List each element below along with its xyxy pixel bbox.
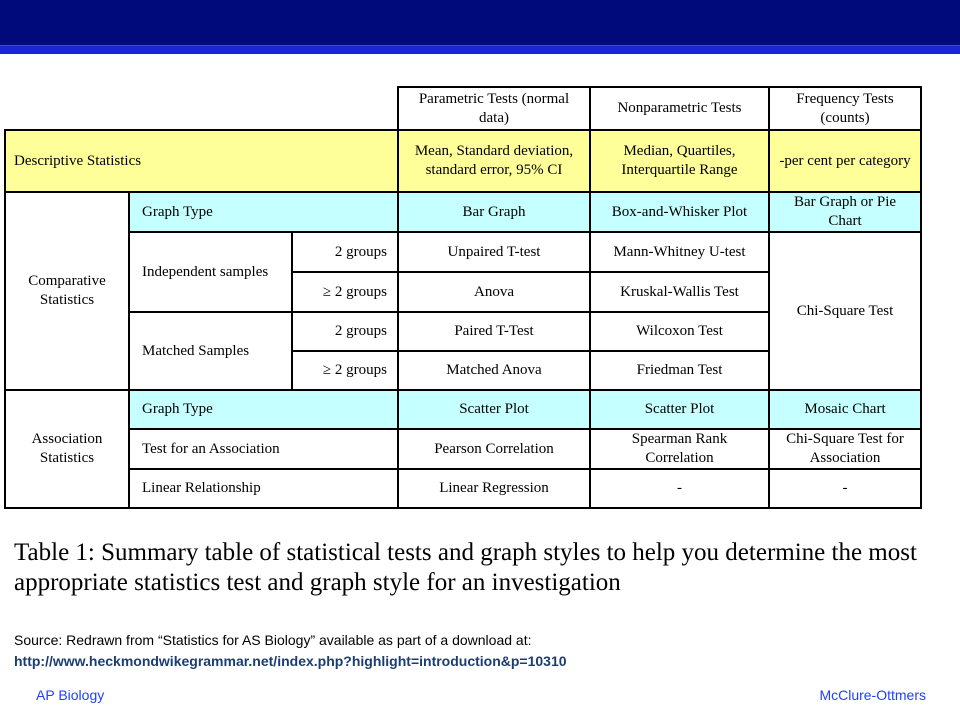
linear-label: Linear Relationship — [129, 469, 398, 508]
header-parametric: Parametric Tests (normal data) — [398, 87, 590, 130]
comparative-graph-parametric: Bar Graph — [398, 192, 590, 232]
comparative-graph-frequency: Bar Graph or Pie Chart — [769, 192, 921, 232]
header-nonparametric: Nonparametric Tests — [590, 87, 769, 130]
association-test-nonparametric: Spearman Rank Correlation — [590, 429, 769, 469]
independent-nonparametric-2: Kruskal-Wallis Test — [590, 272, 769, 312]
independent-label: Independent samples — [129, 232, 292, 312]
descriptive-row — [5, 130, 921, 192]
matched-nonparametric-1: Wilcoxon Test — [590, 312, 769, 351]
footer-author: McClure-Ottmers — [819, 687, 926, 703]
source-text: Source: Redrawn from “Statistics for AS Biology” available as part of a download at: — [14, 632, 532, 648]
independent-row-1 — [5, 232, 921, 272]
comparative-graph-nonparametric: Box-and-Whisker Plot — [590, 192, 769, 232]
independent-groups-2: ≥ 2 groups — [292, 272, 398, 312]
comparative-label: Comparative Statistics — [5, 192, 129, 390]
association-label: Association Statistics — [5, 390, 129, 508]
linear-frequency: - — [769, 469, 921, 508]
matched-label: Matched Samples — [129, 312, 292, 390]
descriptive-frequency: -per cent per category — [769, 130, 921, 192]
chi-square-merged: Chi-Square Test — [769, 232, 921, 390]
table-caption: Table 1: Summary table of statistical tests and graph styles to help you determine the most appropriate statistics test and graph style for an investigation — [14, 539, 917, 596]
matched-parametric-1: Paired T-Test — [398, 312, 590, 351]
independent-groups-1: 2 groups — [292, 232, 398, 272]
association-graph-nonparametric: Scatter Plot — [590, 390, 769, 429]
comparative-graph-row — [5, 192, 921, 232]
association-test-row — [5, 429, 921, 469]
association-graph-frequency: Mosaic Chart — [769, 390, 921, 429]
matched-groups-2: ≥ 2 groups — [292, 351, 398, 390]
linear-nonparametric: - — [590, 469, 769, 508]
matched-nonparametric-2: Friedman Test — [590, 351, 769, 390]
association-graph-label: Graph Type — [129, 390, 398, 429]
comparative-graph-label: Graph Type — [129, 192, 398, 232]
independent-parametric-1: Unpaired T-test — [398, 232, 590, 272]
association-test-label: Test for an Association — [129, 429, 398, 469]
header-blank — [5, 87, 398, 130]
header-row — [5, 87, 921, 130]
independent-parametric-2: Anova — [398, 272, 590, 312]
statistics-summary-table — [4, 86, 922, 509]
association-graph-row — [5, 390, 921, 429]
matched-groups-1: 2 groups — [292, 312, 398, 351]
matched-parametric-2: Matched Anova — [398, 351, 590, 390]
association-test-parametric: Pearson Correlation — [398, 429, 590, 469]
independent-nonparametric-1: Mann-Whitney U-test — [590, 232, 769, 272]
footer-course: AP Biology — [36, 687, 105, 703]
linear-parametric: Linear Regression — [398, 469, 590, 508]
linear-row — [5, 469, 921, 508]
title-banner — [0, 0, 960, 54]
descriptive-label: Descriptive Statistics — [5, 130, 398, 192]
source-link[interactable]: http://www.heckmondwikegrammar.net/index.php?highlight=introduction&p=10310 — [14, 653, 567, 669]
descriptive-nonparametric: Median, Quartiles, Interquartile Range — [590, 130, 769, 192]
header-frequency: Frequency Tests (counts) — [769, 87, 921, 130]
association-graph-parametric: Scatter Plot — [398, 390, 590, 429]
association-test-frequency: Chi-Square Test for Association — [769, 429, 921, 469]
descriptive-parametric: Mean, Standard deviation, standard error, 95% CI — [398, 130, 590, 192]
